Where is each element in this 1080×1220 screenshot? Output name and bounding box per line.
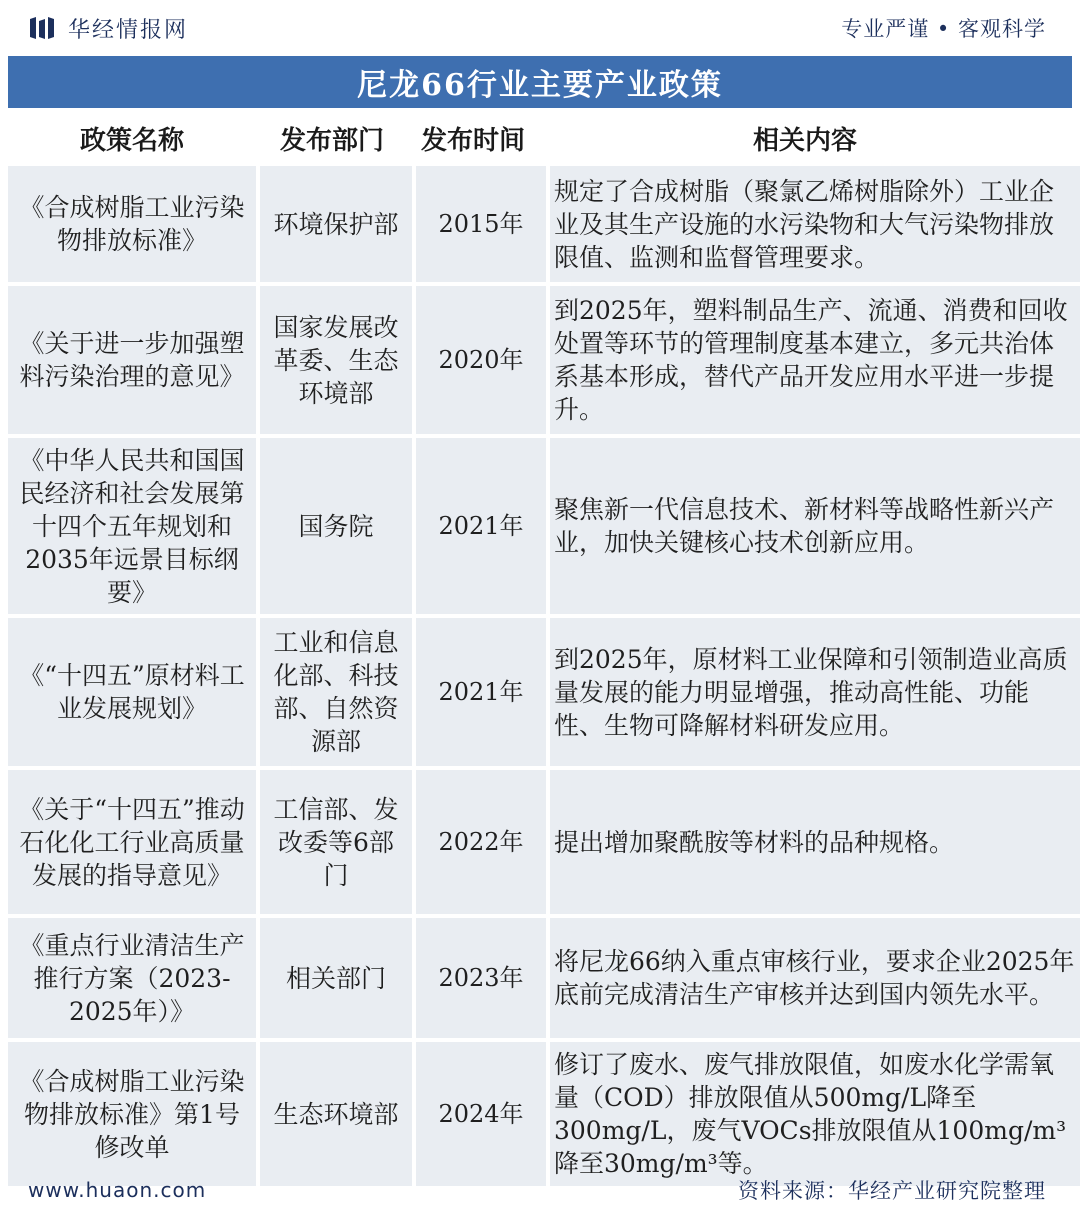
top-bar (0, 0, 1080, 56)
footer (0, 1160, 1080, 1220)
content-cell: 提出增加聚酰胺等材料的品种规格。 (550, 770, 1080, 914)
column-header-department: 发布部门 (279, 125, 384, 156)
table-header-row (8, 110, 1072, 166)
content-cell: 修订了废水、废气排放限值，如废水化学需氧量（COD）排放限值从500mg/L降至300mg/L，废气VOCs排放限值从100mg/m³降至30mg/m³等。 (550, 1042, 1080, 1186)
page-title: 尼龙66行业主要产业政策 (357, 68, 723, 103)
brand-name: 华经情报网 (68, 17, 189, 43)
department-cell: 工信部、发改委等6部门 (260, 770, 412, 914)
slogan: 专业严谨 • 客观科学 (841, 17, 1046, 41)
year-cell: 2021年 (416, 618, 546, 766)
policy-table (8, 166, 1075, 1186)
column-header-date: 发布时间 (420, 125, 525, 156)
department-cell: 相关部门 (260, 918, 412, 1038)
content-cell: 将尼龙66纳入重点审核行业，要求企业2025年底前完成清洁生产审核并达到国内领先水平。 (550, 918, 1080, 1038)
content-cell: 规定了合成树脂（聚氯乙烯树脂除外）工业企业及其生产设施的水污染物和大气污染物排放限值、监测和监督管理要求。 (550, 166, 1080, 282)
policy-name-cell: 《合成树脂工业污染物排放标准》 (8, 166, 256, 282)
department-cell: 生态环境部 (260, 1042, 412, 1186)
policy-name-cell: 《中华人民共和国国民经济和社会发展第十四个五年规划和2035年远景目标纲要》 (8, 438, 256, 614)
policy-name-cell: 《重点行业清洁生产推行方案（2023-2025年）》 (8, 918, 256, 1038)
website-link[interactable]: www.huaon.com (28, 1178, 207, 1202)
policy-name-cell: 《“十四五”原材料工业发展规划》 (8, 618, 256, 766)
year-cell: 2020年 (416, 286, 546, 434)
brand (28, 13, 188, 44)
year-cell: 2022年 (416, 770, 546, 914)
policy-name-cell: 《合成树脂工业污染物排放标准》第1号修改单 (8, 1042, 256, 1186)
content-cell: 聚焦新一代信息技术、新材料等战略性新兴产业，加快关键核心技术创新应用。 (550, 438, 1080, 614)
policy-name-cell: 《关于“十四五”推动石化化工行业高质量发展的指导意见》 (8, 770, 256, 914)
source-note: 资料来源：华经产业研究院整理 (738, 1179, 1046, 1203)
department-cell: 国家发展改革委、生态环境部 (260, 286, 412, 434)
content-cell: 到2025年，原材料工业保障和引领制造业高质量发展的能力明显增强，推动高性能、功能性、生物可降解材料研发应用。 (550, 618, 1080, 766)
department-cell: 工业和信息化部、科技部、自然资源部 (260, 618, 412, 766)
department-cell: 环境保护部 (260, 166, 412, 282)
policy-name-cell: 《关于进一步加强塑料污染治理的意见》 (8, 286, 256, 434)
year-cell: 2023年 (416, 918, 546, 1038)
year-cell: 2024年 (416, 1042, 546, 1186)
year-cell: 2021年 (416, 438, 546, 614)
table-title-bar (8, 56, 1072, 108)
department-cell: 国务院 (260, 438, 412, 614)
column-header-policy-name: 政策名称 (79, 125, 184, 156)
year-cell: 2015年 (416, 166, 546, 282)
content-cell: 到2025年，塑料制品生产、流通、消费和回收处置等环节的管理制度基本建立，多元共治体系基本形成，替代产品开发应用水平进一步提升。 (550, 286, 1080, 434)
column-header-content: 相关内容 (752, 125, 857, 156)
brand-logo-icon (28, 15, 56, 41)
